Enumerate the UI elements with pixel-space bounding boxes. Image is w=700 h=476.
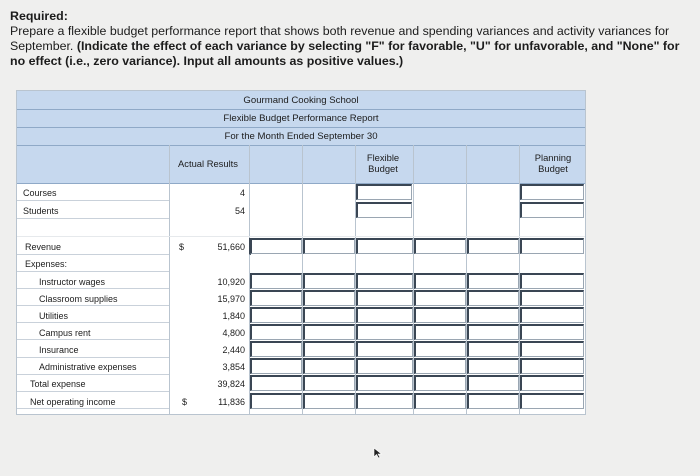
planning-net-operating-income-input[interactable] bbox=[520, 393, 584, 409]
activity-variance-insurance-input[interactable] bbox=[414, 341, 466, 357]
flexible-insurance-input[interactable] bbox=[356, 341, 413, 357]
activity-variance-net-operating-income-input[interactable] bbox=[414, 393, 466, 409]
spending-variance-fu-classroom-supplies-input[interactable] bbox=[303, 290, 355, 306]
planning-insurance-input[interactable] bbox=[520, 341, 584, 357]
header-divider bbox=[17, 183, 585, 184]
header-divider bbox=[17, 109, 585, 110]
activity-variance-fu-administrative-expenses-input[interactable] bbox=[467, 358, 519, 374]
actual-utilities: 1,840 bbox=[222, 311, 245, 321]
row-line bbox=[17, 374, 169, 375]
spending-variance-administrative-expenses-input[interactable] bbox=[250, 358, 302, 374]
spending-variance-campus-rent-input[interactable] bbox=[250, 324, 302, 340]
spending-variance-fu-net-operating-income-input[interactable] bbox=[303, 393, 355, 409]
activity-variance-instructor-wages-input[interactable] bbox=[414, 273, 466, 289]
actual-instructor-wages: 10,920 bbox=[217, 277, 245, 287]
row-line bbox=[17, 271, 169, 272]
header-divider bbox=[17, 127, 585, 128]
report-period: For the Month Ended September 30 bbox=[224, 131, 378, 142]
activity-variance-fu-campus-rent-input[interactable] bbox=[467, 324, 519, 340]
spending-variance-insurance-input[interactable] bbox=[250, 341, 302, 357]
activity-variance-fu-instructor-wages-input[interactable] bbox=[467, 273, 519, 289]
activity-variance-total-expense-input[interactable] bbox=[414, 375, 466, 391]
spending-variance-classroom-supplies-input[interactable] bbox=[250, 290, 302, 306]
spending-variance-fu-campus-rent-input[interactable] bbox=[303, 324, 355, 340]
row-label-revenue: Revenue bbox=[25, 242, 62, 252]
row-label-expenses: Expenses: bbox=[25, 259, 68, 269]
spending-variance-fu-instructor-wages-input[interactable] bbox=[303, 273, 355, 289]
flexible-net-operating-income-input[interactable] bbox=[356, 393, 413, 409]
flexible-utilities-input[interactable] bbox=[356, 307, 413, 323]
spending-variance-total-expense-input[interactable] bbox=[250, 375, 302, 391]
flexible-revenue-input[interactable] bbox=[356, 238, 413, 254]
row-label-instructor-wages: Instructor wages bbox=[39, 277, 106, 287]
spending-variance-fu-insurance-input[interactable] bbox=[303, 341, 355, 357]
spending-variance-revenue-input[interactable] bbox=[250, 238, 302, 254]
row-label-students: Students bbox=[23, 206, 59, 216]
activity-variance-revenue-input[interactable] bbox=[414, 238, 466, 254]
row-line bbox=[17, 391, 169, 392]
activity-variance-fu-classroom-supplies-input[interactable] bbox=[467, 290, 519, 306]
row-line bbox=[17, 236, 585, 237]
actual-total-expense: 39,824 bbox=[217, 379, 245, 389]
row-label-campus-rent: Campus rent bbox=[39, 328, 91, 338]
row-label-administrative-expenses: Administrative expenses bbox=[39, 362, 137, 372]
planning-instructor-wages-input[interactable] bbox=[520, 273, 584, 289]
header-divider bbox=[17, 145, 585, 146]
planning-administrative-expenses-input[interactable] bbox=[520, 358, 584, 374]
activity-variance-campus-rent-input[interactable] bbox=[414, 324, 466, 340]
flexible-instructor-wages-input[interactable] bbox=[356, 273, 413, 289]
flexible-campus-rent-input[interactable] bbox=[356, 324, 413, 340]
activity-variance-fu-total-expense-input[interactable] bbox=[467, 375, 519, 391]
spending-variance-revenue-fu[interactable] bbox=[303, 238, 355, 254]
actual-students: 54 bbox=[234, 206, 245, 216]
actual-administrative-expenses: 3,854 bbox=[222, 362, 245, 372]
report-company: Gourmand Cooking School bbox=[243, 95, 359, 106]
row-label-utilities: Utilities bbox=[39, 311, 69, 321]
instructions-note: (Indicate the effect of each variance by selecting "F" for favorable, "U" for unfavorable, and "None" for no effect (i.e., zero variance). Input all amounts as positive values.) bbox=[10, 39, 680, 68]
report-title: Flexible Budget Performance Report bbox=[223, 113, 379, 124]
row-label-insurance: Insurance bbox=[39, 345, 79, 355]
col-flexible-budget: Flexible Budget bbox=[366, 152, 400, 174]
actual-net-operating-income: 11,836 bbox=[218, 397, 245, 407]
col-planning-budget: Planning Budget bbox=[534, 152, 572, 174]
row-label-courses: Courses bbox=[23, 188, 57, 198]
dollar-sign: $ bbox=[182, 397, 188, 407]
spending-variance-net-operating-income-input[interactable] bbox=[250, 393, 302, 409]
activity-variance-fu-utilities-input[interactable] bbox=[467, 307, 519, 323]
row-line bbox=[17, 254, 169, 255]
row-line bbox=[17, 218, 169, 219]
activity-variance-fu-insurance-input[interactable] bbox=[467, 341, 519, 357]
instructions bbox=[10, 9, 690, 69]
flexible-administrative-expenses-input[interactable] bbox=[356, 358, 413, 374]
dollar-sign: $ bbox=[179, 242, 185, 252]
planning-campus-rent-input[interactable] bbox=[520, 324, 584, 340]
row-line bbox=[17, 200, 169, 201]
spending-variance-utilities-input[interactable] bbox=[250, 307, 302, 323]
activity-variance-utilities-input[interactable] bbox=[414, 307, 466, 323]
spending-variance-fu-utilities-input[interactable] bbox=[303, 307, 355, 323]
planning-total-expense-input[interactable] bbox=[520, 375, 584, 391]
row-label-net-operating-income: Net operating income bbox=[30, 397, 116, 407]
actual-insurance: 2,440 bbox=[222, 345, 245, 355]
actual-revenue: 51,660 bbox=[217, 242, 245, 252]
row-line bbox=[17, 408, 169, 409]
col-actual-results: Actual Results bbox=[178, 158, 238, 169]
row-line bbox=[17, 339, 169, 340]
planning-classroom-supplies-input[interactable] bbox=[520, 290, 584, 306]
planning-courses-input[interactable] bbox=[520, 184, 584, 200]
row-line bbox=[17, 305, 169, 306]
spending-variance-instructor-wages-input[interactable] bbox=[250, 273, 302, 289]
actual-classroom-supplies: 15,970 bbox=[217, 294, 245, 304]
row-label-classroom-supplies: Classroom supplies bbox=[39, 294, 118, 304]
instructions-text: Prepare a flexible budget performance report that shows both revenue and spending variances and activity variances for September. bbox=[10, 24, 670, 53]
row-label-total-expense: Total expense bbox=[30, 379, 86, 389]
mouse-cursor-icon bbox=[373, 447, 383, 459]
activity-variance-revenue-fu[interactable] bbox=[467, 238, 519, 254]
actual-courses: 4 bbox=[239, 188, 245, 198]
planning-revenue-input[interactable] bbox=[520, 238, 584, 254]
planning-utilities-input[interactable] bbox=[520, 307, 584, 323]
flexible-total-expense-input[interactable] bbox=[356, 375, 413, 391]
activity-variance-classroom-supplies-input[interactable] bbox=[414, 290, 466, 306]
row-line bbox=[17, 322, 169, 323]
spending-variance-fu-administrative-expenses-input[interactable] bbox=[303, 358, 355, 374]
activity-variance-administrative-expenses-input[interactable] bbox=[414, 358, 466, 374]
actual-campus-rent: 4,800 bbox=[222, 328, 245, 338]
spending-variance-fu-total-expense-input[interactable] bbox=[303, 375, 355, 391]
row-line bbox=[17, 288, 169, 289]
activity-variance-fu-net-operating-income-input[interactable] bbox=[467, 393, 519, 409]
required-label: Required: bbox=[10, 9, 68, 23]
flexible-students-input[interactable] bbox=[356, 202, 412, 218]
flexible-courses-input[interactable] bbox=[356, 184, 412, 200]
row-line bbox=[17, 357, 169, 358]
flexible-classroom-supplies-input[interactable] bbox=[356, 290, 413, 306]
planning-students-input[interactable] bbox=[520, 202, 584, 218]
col-separator bbox=[169, 145, 170, 414]
performance-report bbox=[16, 90, 586, 415]
